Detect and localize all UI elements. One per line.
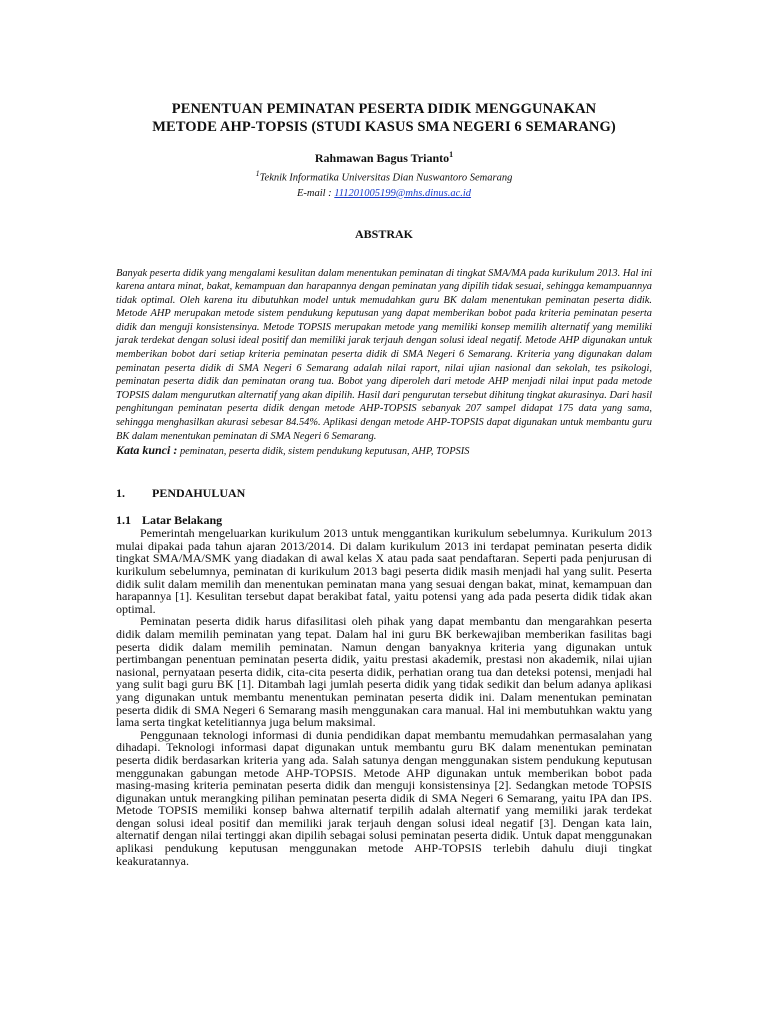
affiliation-text: Teknik Informatika Universitas Dian Nuswantoro Semarang xyxy=(259,172,513,184)
section-heading xyxy=(116,486,652,500)
author-name: Rahmawan Bagus Trianto xyxy=(314,151,450,165)
body-paragraph-3: Penggunaan teknologi informasi di dunia pendidikan dapat membantu memudahkan permasalahan yang dihadapi. Teknologi informasi dapat digunakan untuk membantu guru BK dalam menentukan peminatan peserta didik berdasarkan kriteria yang ada. Salah satunya dengan menggunakan sistem pendukung keputusan menggunakan gabungan metode AHP-TOPSIS. Metode AHP digunakan untuk memberikan bobot pada masing-masing kriteria peminatan peserta didik dan menguji konsistensinya [2]. Sedangkan metode TOPSIS digunakan untuk merangking pilihan peminatan peserta didik di SMA Negeri 6 Semarang, yaitu IPA dan IPS. Metode TOPSIS memiliki konsep bahwa alternatif terpilih adalah alternatif yang memiliki jarak terdekat dengan solusi ideal positif dan memiliki jarak terjauh dengan solusi ideal negatif [3]. Dengan kata lain, alternatif dengan nilai tertinggi akan dipilih sebagai solusi peminatan peserta didik. Untuk dapat menggunakan aplikasi pendukung keputusan menggunakan metode AHP-TOPSIS terlebih dahulu diuji tingkat keakuratannya. xyxy=(116,727,652,868)
paper-title-line-2: METODE AHP-TOPSIS (STUDI KASUS SMA NEGERI 6 SEMARANG) xyxy=(152,119,616,135)
section-number: 1. xyxy=(116,486,125,501)
author xyxy=(116,148,652,165)
keywords-label: Kata kunci : xyxy=(116,443,178,458)
affiliation xyxy=(116,167,652,185)
subsection-title: Latar Belakang xyxy=(142,513,223,528)
paper-title-line-1: PENENTUAN PEMINATAN PESERTA DIDIK MENGGUNAKAN xyxy=(171,101,597,117)
abstract-heading: ABSTRAK xyxy=(354,226,413,241)
abstract-text: Banyak peserta didik yang mengalami kesulitan dalam menentukan peminatan di tingkat SMA/MA pada kurikulum 2013. Hal ini karena antara minat, bakat, kemampuan dan harapannya dengan peminatan yang dipilih tidak sesuai, sehingga kemampuannya tidak optimal. Oleh karena itu dibutuhkan model untuk memudahkan guru BK dalam menentukan peminatan peserta didik. Metode AHP merupakan metode sistem pendukung keputusan yang dapat memberikan bobot pada kriteria peminatan peserta didik dan menguji konsistensinya. Metode TOPSIS merupakan metode yang memiliki konsep memilih alternatif yang memiliki jarak terdekat dengan solusi ideal positif dan memiliki jarak terjauh dengan solusi ideal negatif. Metode AHP digunakan untuk memberikan bobot dari setiap kriteria peminatan peserta didik di SMA Negeri 6 Semarang. Kriteria yang digunakan dalam peminatan peserta didik di SMA Negeri 6 Semarang adalah nilai raport, nilai ujian nasional dan sekolah, tes psikologi, peminatan peserta didik dan peminatan orang tua. Bobot yang diperoleh dari metode AHP menjadi nilai input pada metode TOPSIS dalam mengurutkan alternatif yang akan dipilih. Hasil dari pengurutan tersebut dihitung tingkat akurasinya. Dari hasil penghitungan peminatan peserta didik dengan metode AHP-TOPSIS sebanyak 207 sampel didapat 175 data yang sama, sehingga menghasilkan akurasi sebesar 84.54%. Aplikasi dengan metode AHP-TOPSIS dapat digunakan untuk membantu guru BK dalam menentukan peminatan di SMA Negeri 6 Semarang. xyxy=(116,267,652,442)
paper-page xyxy=(116,100,652,867)
body-paragraph-1: Pemerintah mengeluarkan kurikulum 2013 untuk menggantikan kurikulum sebelumnya. Kurikulum 2013 mulai dipakai pada tahun ajaran 2013/2014. Di dalam kurikulum 2013 ini terdapat peminatan peserta didik tingkat SMA/MA/SMK yang diadakan di awal kelas X atau pada saat pendaftaran. Seperti pada penjurusan di kurikulum sebelumnya, peminatan di kurikulum 2013 bagi peserta didik masih menjadi hal yang sulit. Peserta didik sulit dalam memilih dan menentukan peminatan mana yang sesuai dengan bakat, minat, kemampuan dan harapannya [1]. Kesulitan tersebut dapat berakibat fatal, yaitu potensi yang ada pada peserta didik tidak akan optimal. xyxy=(116,526,652,616)
body-paragraph-2: Peminatan peserta didik harus difasilitasi oleh pihak yang dapat membantu dan mengarahkan peserta didik dalam memilih peminatan yang tepat. Dalam hal ini guru BK berkewajiban memberikan fasilitas bagi peserta didik dalam memilih peminatan. Namun dengan banyaknya kriteria yang digunakan untuk pertimbangan penentuan peminatan peserta didik, yaitu prestasi akademik, prestasi non akademik, nilai ujian nasional, pernyataan peserta didik, cita-cita peserta didik, perhatian orang tua dan deteksi potensi, menjadi hal yang sulit bagi guru BK [1]. Ditambah lagi jumlah peserta didik yang tidak sedikit dan belum adanya aplikasi yang digunakan untuk membantu menentukan peminatan peserta didik ini. Dalam menentukan peminatan peserta didik di SMA Negeri 6 Semarang masih menggunakan cara manual. Hal ini membutuhkan waktu yang lama serta tingkat ketelitiannya juga belum maksimal. xyxy=(116,614,652,730)
section-title: PENDAHULUAN xyxy=(152,486,246,501)
author-superscript: 1 xyxy=(449,150,454,159)
keywords-text: peminatan, peserta didik, sistem pendukung keputusan, AHP, TOPSIS xyxy=(177,446,470,458)
keywords xyxy=(116,443,652,459)
subsection-heading xyxy=(116,513,652,527)
email-link[interactable]: 111201005199@mhs.dinus.ac.id xyxy=(334,187,472,199)
affiliation-superscript: 1 xyxy=(255,169,260,178)
email-line xyxy=(116,187,652,200)
email-label: E-mail : xyxy=(296,187,335,199)
subsection-number: 1.1 xyxy=(116,513,131,528)
